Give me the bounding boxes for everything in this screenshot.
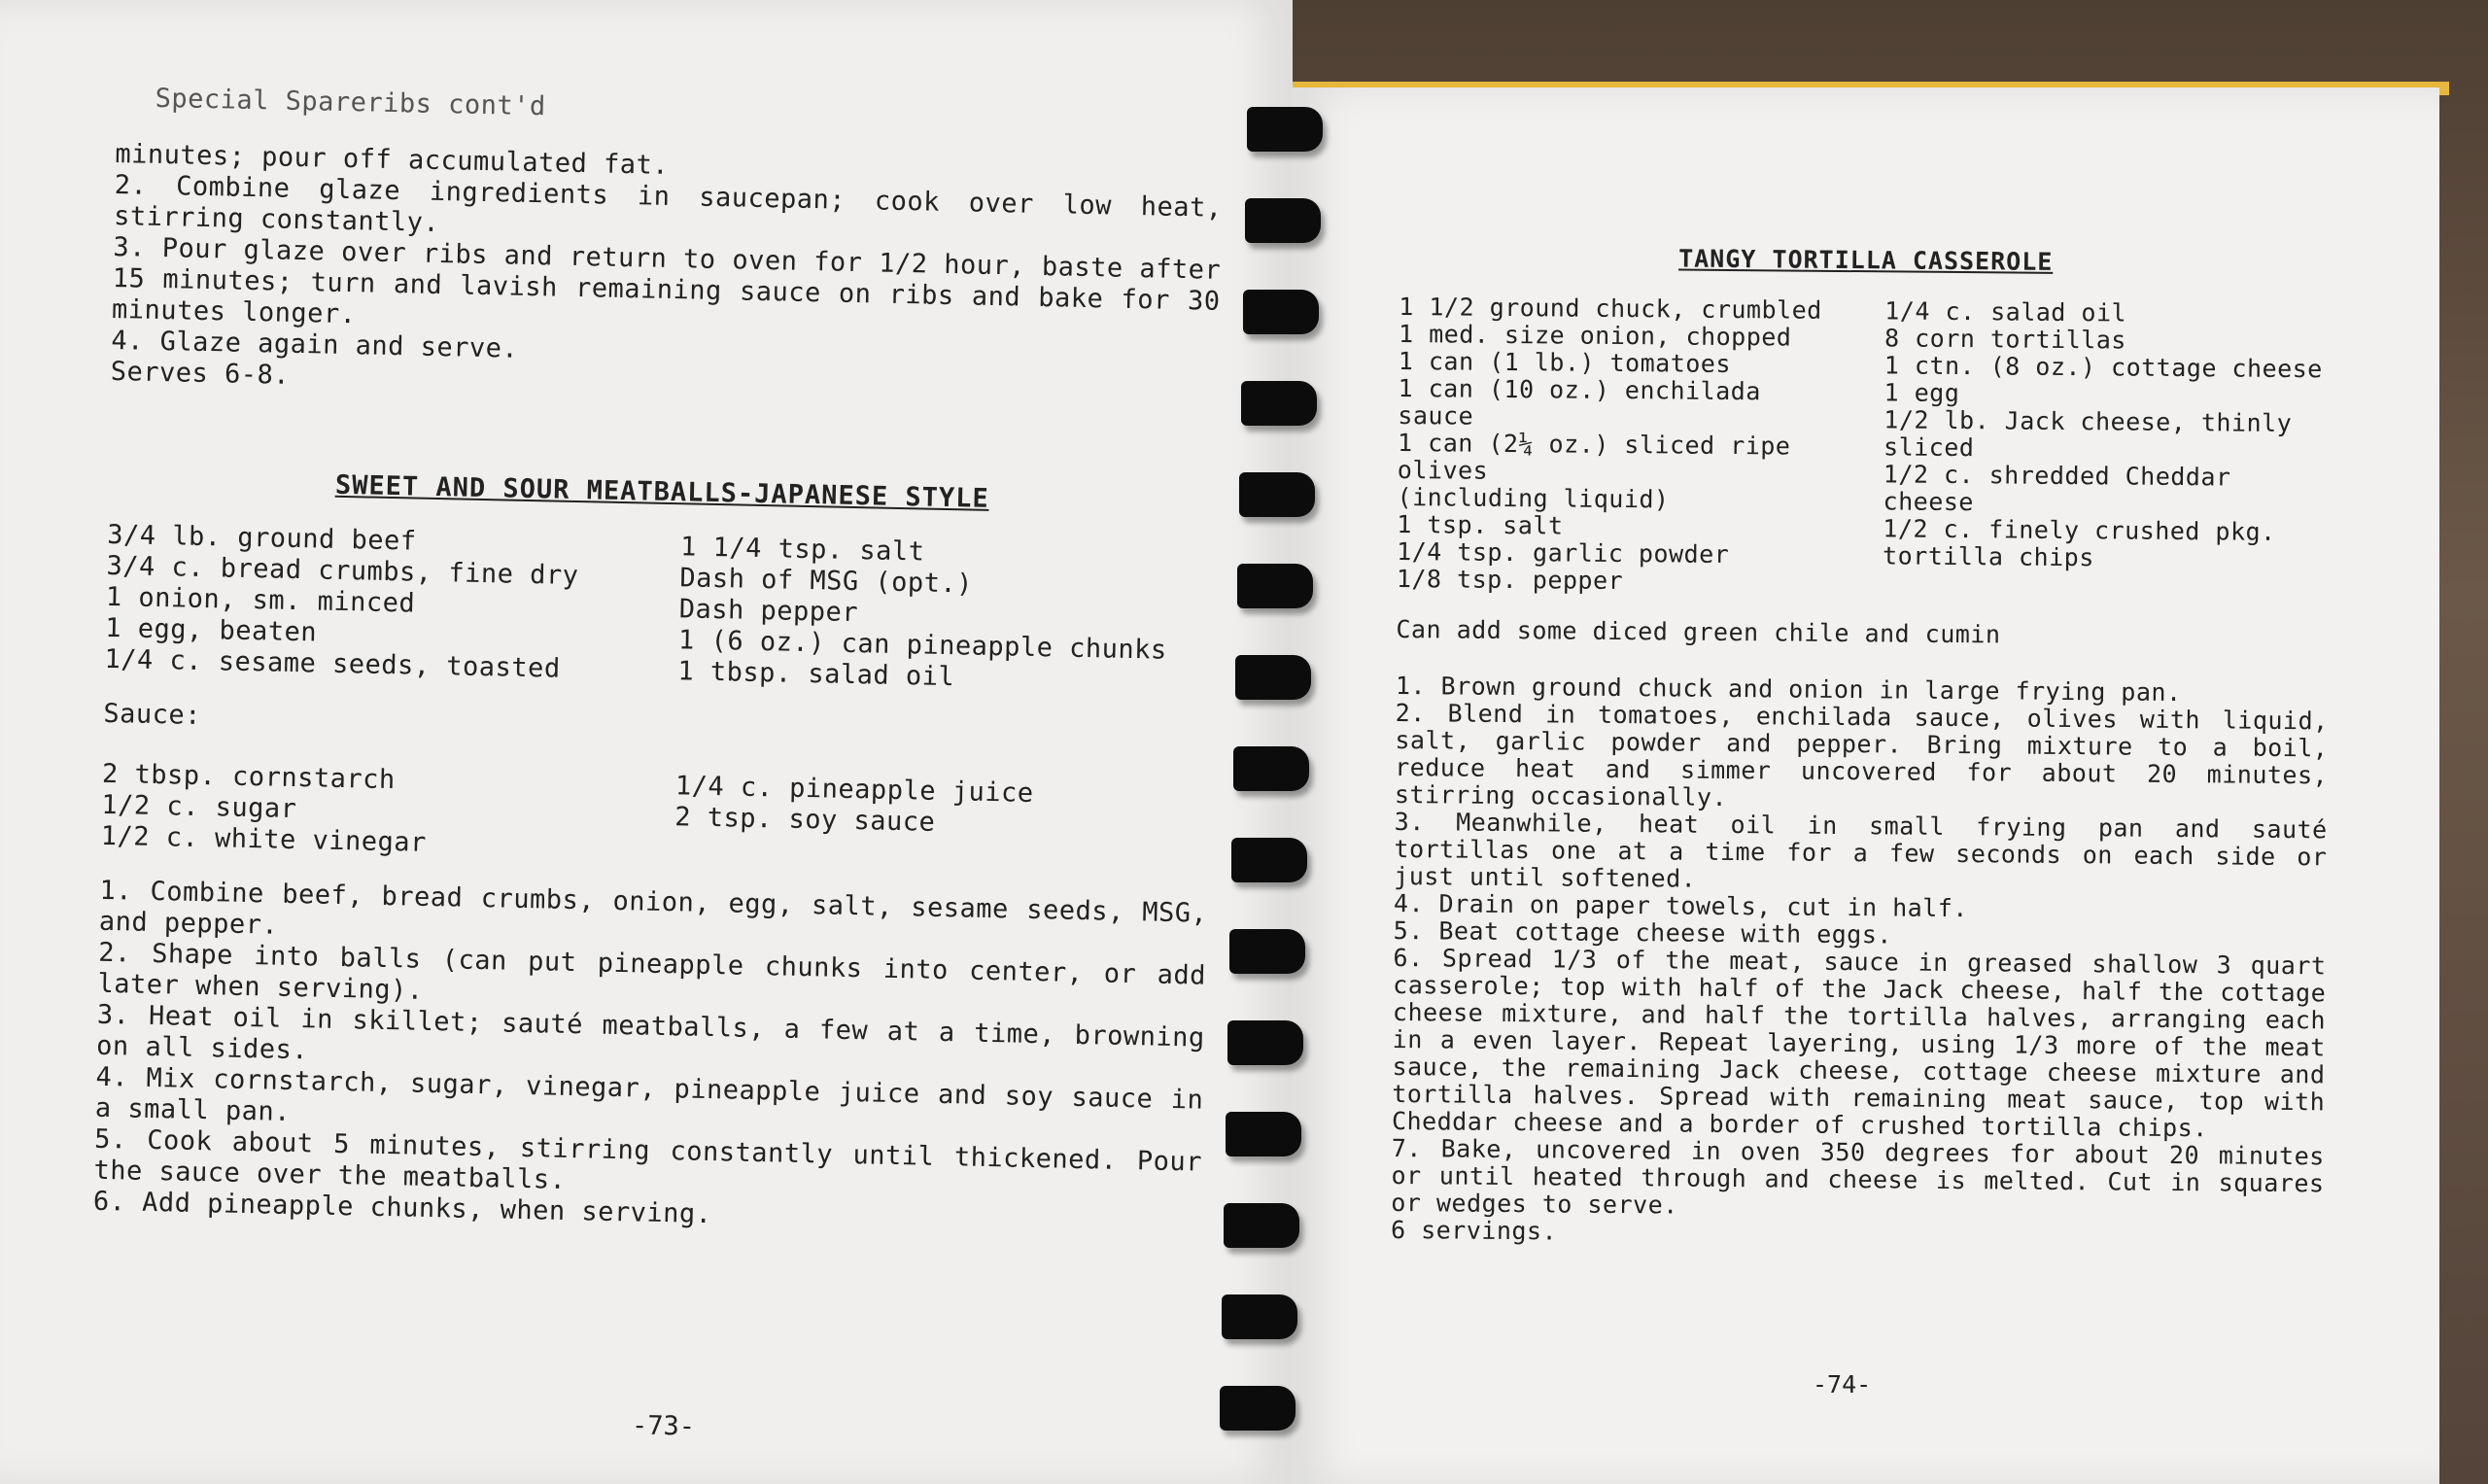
ingredients-list (104, 520, 1215, 699)
ingredient-item: 8 corn tortillas (1883, 324, 2127, 355)
ingredient-item: 1 egg, beaten (104, 612, 318, 648)
ingredient-item: 2 tsp. soy sauce (674, 802, 936, 838)
ingredient-item: 1/4 c. sesame seeds, toasted (104, 643, 561, 684)
ingredients-column-right (677, 532, 1215, 698)
ingredient-item: 1 onion, sm. minced (105, 581, 416, 619)
ingredient-item: 1 med. size onion, chopped (1398, 319, 1792, 352)
spiral-coil (1227, 1020, 1303, 1065)
ingredient-item: 1/2 c. sugar (101, 789, 297, 825)
instructions-list (93, 876, 1208, 1241)
recipe-title: TANGY TORTILLA CASSEROLE (1678, 244, 2054, 276)
ingredient-item: 1 can (2¼ oz.) sliced ripe olives (including liquid) (1397, 428, 1791, 514)
ingredient-item: 1 (6 oz.) can pineapple chunks (677, 625, 1167, 666)
instruction-step: 6. Add pineapple chunks, when serving. (92, 1186, 712, 1230)
ingredient-item: 1 tsp. salt (1397, 509, 1564, 540)
ingredient-item: 1 1/4 tsp. salt (679, 532, 925, 568)
instruction-step: 1. Combine beef, bread crumbs, onion, egg, salt, sesame seeds, MSG, and pepper. (98, 875, 1208, 941)
spareribs-instructions (110, 139, 1223, 411)
instructions-list (1391, 673, 2329, 1252)
right-page-content (1390, 233, 2332, 1407)
spiral-coil (1226, 1112, 1301, 1156)
instruction-step: 6. Spread 1/3 of the meat, sauce in greased shallow 3 quart casserole; top with half of the Jack cheese, half the cottage cheese mixture, and half the tortilla halves, arranging each in a even layer. Repeat layering, using 1/3 more of the meat sauce, the remaining Jack cheese, cottage cheese mixture and tortilla halves. Spread with remaining meat sauce, top with Cheddar cheese and a border of crushed tortilla chips. (1391, 943, 2327, 1143)
ingredient-item: 1 egg (1883, 378, 1960, 408)
spiral-coil (1243, 290, 1319, 334)
instruction-step: 1. Brown ground chuck and onion in large frying pan. (1395, 671, 2182, 707)
page-number: -74- (1813, 1370, 1872, 1398)
ingredient-item: 3/4 lb. ground beef (106, 519, 417, 557)
instruction-step: 5. Cook about 5 minutes, stirring constantly until thickened. Pour the sauce over the meatballs. (93, 1123, 1203, 1195)
ingredient-item: Dash pepper (678, 594, 859, 629)
sauce-label: Sauce: (103, 698, 202, 731)
instruction-step: 2. Shape into balls (can put pineapple chunks into center, or add later when serving). (97, 937, 1207, 1006)
spiral-coil (1222, 1294, 1297, 1339)
instruction-step: 7. Bake, uncovered in oven 350 degrees for about 20 minutes or until heated through and cheese is melted. Cut in squares or wedges to serve. (1391, 1133, 2325, 1220)
ingredient-item: 1/4 tsp. garlic powder (1397, 536, 1730, 569)
ingredients-column-left (1397, 293, 1847, 597)
spiral-coil (1229, 929, 1305, 974)
ingredients-column-left (104, 520, 641, 686)
spiral-coil (1233, 746, 1309, 791)
sauce-ingredients (100, 759, 1210, 876)
continued-header: Special Spareribs cont'd (155, 83, 547, 122)
spiral-coil (1245, 198, 1321, 243)
ingredient-item: 1 1/2 ground chuck, crumbled (1399, 292, 1822, 325)
ingredients-column-right (1883, 297, 2332, 601)
spiral-coil (1220, 1386, 1296, 1431)
spareribs-line: 3. Pour glaze over ribs and return to oven for 1/2 hour, baste after 15 minutes; turn and lavish remaining sauce on ribs and bake for 30 minutes longer. (111, 231, 1222, 330)
ingredient-item: Dash of MSG (opt.) (679, 563, 974, 600)
ingredient-item: 1/4 c. pineapple juice (674, 771, 1034, 809)
spiral-binding (1220, 107, 1336, 1467)
servings: 6 servings. (1390, 1215, 1558, 1246)
left-page-content (88, 83, 1225, 1467)
instruction-step: 4. Drain on paper towels, cut in half. (1393, 888, 1969, 923)
instruction-step: 2. Blend in tomatoes, enchilada sauce, olives with liquid, salt, garlic powder and pepper. Bring mixture to a boil, reduce heat and simmer uncovered for about 20 minutes, stirring occasionally. (1394, 698, 2329, 811)
ingredient-item: 1/2 lb. Jack cheese, thinly sliced (1883, 405, 2293, 463)
instruction-step: 5. Beat cottage cheese with eggs. (1393, 915, 1893, 949)
ingredient-item: 1 can (10 oz.) enchilada sauce (1398, 373, 1761, 431)
instruction-step: 3. Heat oil in skillet; sauté meatballs, a few at a time, browning on all sides. (95, 999, 1205, 1066)
spiral-coil (1241, 381, 1317, 426)
ingredient-item: 2 tbsp. cornstarch (101, 758, 396, 796)
ingredient-item: 1/2 c. shredded Cheddar cheese (1883, 460, 2231, 517)
ingredient-item: 1/8 tsp. pepper (1396, 564, 1624, 596)
ingredient-item: 3/4 c. bread crumbs, fine dry (106, 550, 579, 592)
sauce-column-left (100, 759, 637, 863)
ingredient-item: 1/2 c. finely crushed pkg. tortilla chips (1882, 514, 2276, 572)
ingredient-item: 1 ctn. (8 oz.) cottage cheese (1883, 351, 2323, 384)
spiral-coil (1237, 564, 1313, 608)
ingredient-item: 1/2 c. white vinegar (100, 820, 428, 858)
recipe-title: SWEET AND SOUR MEATBALLS-JAPANESE STYLE (334, 469, 990, 514)
spareribs-line: Serves 6-8. (110, 356, 291, 391)
ingredient-item: 1 can (1 lb.) tomatoes (1398, 346, 1732, 378)
spareribs-line: minutes; pour off accumulated fat. (115, 138, 670, 181)
sauce-column-right (674, 771, 1210, 875)
instruction-step: 4. Mix cornstarch, sugar, vinegar, pineapple juice and soy sauce in a small pan. (94, 1061, 1204, 1127)
spareribs-line: 2. Combine glaze ingredients in saucepan; cook over low heat, stirring constantly. (113, 169, 1223, 238)
recipe-note: Can add some diced green chile and cumin (1396, 614, 2001, 649)
ingredients-list (1397, 293, 2332, 601)
ingredient-item: 1/4 c. salad oil (1884, 296, 2127, 328)
spiral-coil (1235, 655, 1311, 700)
spiral-coil (1239, 472, 1315, 517)
spiral-coil (1247, 107, 1323, 152)
instruction-step: 3. Meanwhile, heat oil in small frying pan and sauté tortillas one at a time for a few seconds on each side or just until softened. (1394, 807, 2328, 893)
page-number: -73- (631, 1410, 696, 1442)
spiral-coil (1224, 1203, 1299, 1248)
spareribs-line: 4. Glaze again and serve. (111, 325, 519, 364)
ingredient-item: 1 tbsp. salad oil (677, 656, 955, 693)
spiral-coil (1231, 838, 1307, 882)
